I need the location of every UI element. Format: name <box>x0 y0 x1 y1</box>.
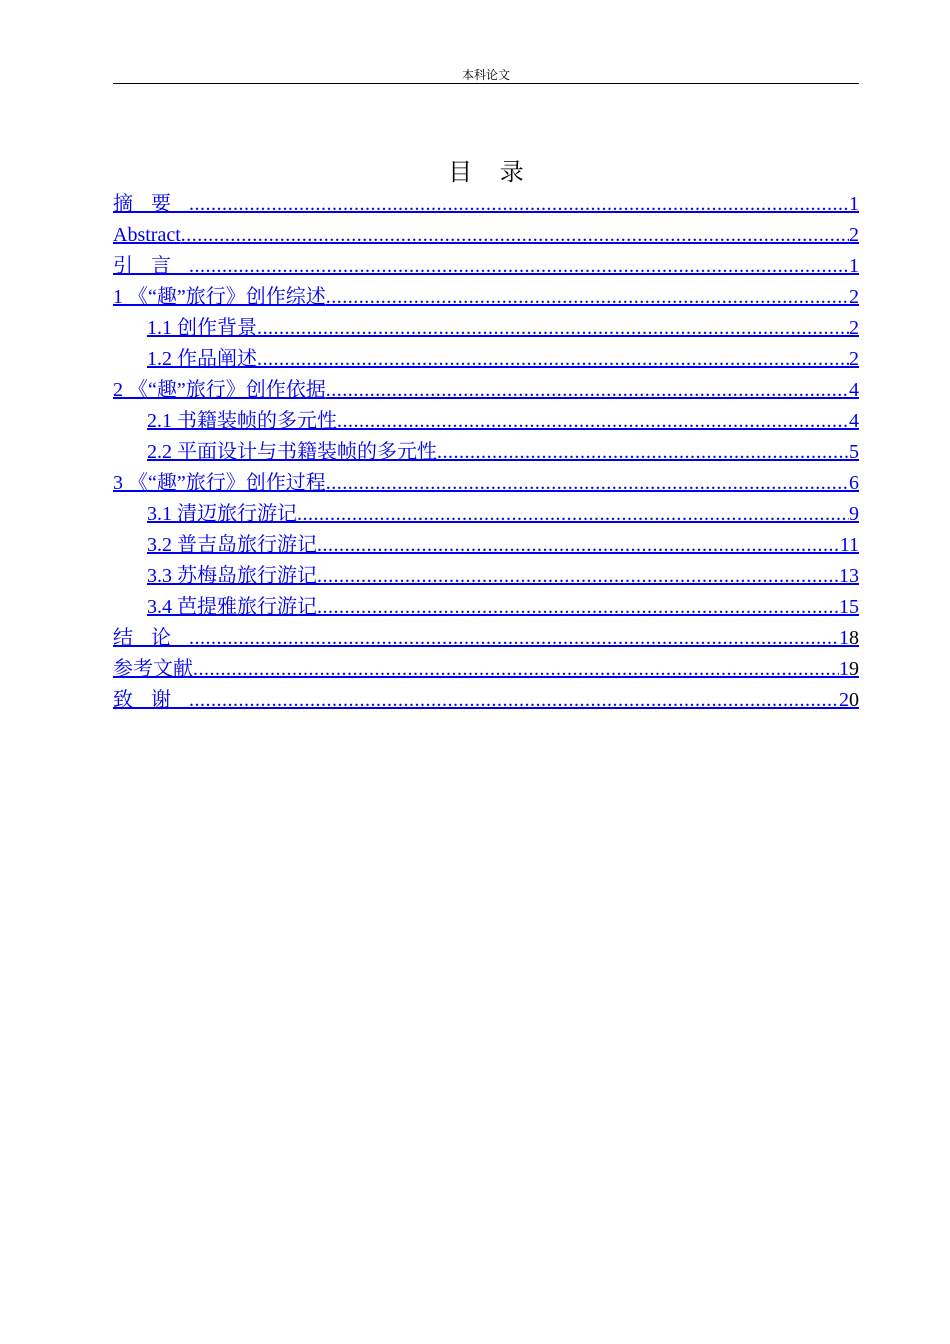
toc-entry-label: Abstract <box>113 224 181 246</box>
toc-page-number[interactable]: 5 <box>849 441 859 463</box>
dot-leader <box>189 685 839 716</box>
toc-title: 目 录 <box>448 158 534 186</box>
toc-entry-label: 摘要 <box>113 193 189 215</box>
toc-page-linked-digit: 1 <box>839 658 849 680</box>
toc-entry-label: 3.4 芭提雅旅行游记 <box>147 596 317 618</box>
dot-leader <box>437 437 849 468</box>
toc-entry-label: 3 《“趣”旅行》创作过程 <box>113 472 326 494</box>
dot-leader <box>297 499 849 530</box>
toc-link[interactable] <box>113 220 849 251</box>
toc-entry-acknowledgements <box>113 685 859 716</box>
toc-page-number[interactable]: 1 <box>849 255 859 277</box>
table-of-contents <box>113 189 859 716</box>
toc-page-number[interactable] <box>839 654 859 685</box>
toc-entry-label: 引言 <box>113 255 189 277</box>
toc-page-number[interactable] <box>839 685 859 716</box>
toc-link[interactable] <box>147 530 840 561</box>
toc-entry-section-1-1 <box>113 313 859 344</box>
toc-page-plain-digit: 9 <box>849 658 859 680</box>
dot-leader <box>181 220 849 251</box>
dot-leader <box>317 530 840 561</box>
toc-page-number[interactable]: 4 <box>849 410 859 432</box>
toc-page-number[interactable]: 1 <box>849 193 859 215</box>
toc-entry-abstract-cn <box>113 189 859 220</box>
toc-page-number[interactable]: 11 <box>839 534 859 556</box>
toc-entry-section-3-2 <box>113 530 859 561</box>
toc-entry-chapter-1 <box>113 282 859 313</box>
toc-page-number[interactable] <box>839 623 859 654</box>
toc-entry-label: 1 《“趣”旅行》创作综述 <box>113 286 326 308</box>
toc-page-number[interactable]: 6 <box>849 472 859 494</box>
toc-entry-section-2-2 <box>113 437 859 468</box>
dot-leader <box>326 468 849 499</box>
dot-leader <box>189 623 839 654</box>
toc-entry-section-3-3 <box>113 561 859 592</box>
dot-leader <box>257 344 849 375</box>
toc-link[interactable] <box>147 592 839 623</box>
page-header: 本科论文 <box>461 68 510 82</box>
dot-leader <box>326 282 849 313</box>
toc-page-number[interactable]: 2 <box>849 286 859 308</box>
toc-link[interactable] <box>147 313 849 344</box>
toc-entry-label: 参考文献 <box>113 658 193 680</box>
toc-entry-introduction <box>113 251 859 282</box>
toc-link[interactable] <box>147 437 849 468</box>
toc-link[interactable] <box>147 561 839 592</box>
toc-entry-section-1-2 <box>113 344 859 375</box>
toc-page-plain-digit: 8 <box>849 627 859 649</box>
toc-entry-section-2-1 <box>113 406 859 437</box>
toc-link[interactable] <box>147 499 849 530</box>
toc-page-number[interactable]: 2 <box>849 348 859 370</box>
toc-entry-label: 致谢 <box>113 689 189 711</box>
toc-link[interactable] <box>113 251 849 282</box>
toc-entry-chapter-2 <box>113 375 859 406</box>
toc-page-number[interactable]: 15 <box>839 596 859 618</box>
toc-entry-label: 3.2 普吉岛旅行游记 <box>147 534 317 556</box>
toc-entry-section-3-1 <box>113 499 859 530</box>
toc-link[interactable] <box>147 344 849 375</box>
dot-leader <box>189 189 849 220</box>
toc-link[interactable] <box>113 189 849 220</box>
toc-page-number[interactable]: 9 <box>849 503 859 525</box>
toc-entry-section-3-4 <box>113 592 859 623</box>
toc-page-number[interactable]: 13 <box>839 565 859 587</box>
toc-entry-abstract-en <box>113 220 859 251</box>
toc-entry-references <box>113 654 859 685</box>
toc-entry-label: 2.2 平面设计与书籍装帧的多元性 <box>147 441 437 463</box>
toc-entry-chapter-3 <box>113 468 859 499</box>
toc-page-linked-digit: 2 <box>839 689 849 711</box>
toc-link[interactable] <box>147 406 849 437</box>
toc-entry-label: 3.1 清迈旅行游记 <box>147 503 297 525</box>
toc-entry-label: 2 《“趣”旅行》创作依据 <box>113 379 326 401</box>
toc-link[interactable] <box>113 282 849 313</box>
toc-page-number[interactable]: 2 <box>849 317 859 339</box>
toc-page-number[interactable]: 4 <box>849 379 859 401</box>
dot-leader <box>326 375 849 406</box>
toc-entry-label: 1.2 作品阐述 <box>147 348 257 370</box>
toc-page-plain-digit: 0 <box>849 689 859 711</box>
toc-link[interactable] <box>113 654 839 685</box>
header-rule <box>113 83 859 84</box>
dot-leader <box>193 654 839 685</box>
toc-entry-label: 结论 <box>113 627 189 649</box>
toc-page-linked-digit: 1 <box>839 627 849 649</box>
dot-leader <box>337 406 849 437</box>
toc-link[interactable] <box>113 623 839 654</box>
dot-leader <box>317 592 839 623</box>
toc-entry-label: 2.1 书籍装帧的多元性 <box>147 410 337 432</box>
toc-page-number[interactable]: 2 <box>849 224 859 246</box>
toc-entry-conclusion <box>113 623 859 654</box>
toc-link[interactable] <box>113 375 849 406</box>
toc-link[interactable] <box>113 685 839 716</box>
toc-link[interactable] <box>113 468 849 499</box>
toc-entry-label: 1.1 创作背景 <box>147 317 257 339</box>
toc-entry-label: 3.3 苏梅岛旅行游记 <box>147 565 317 587</box>
dot-leader <box>189 251 849 282</box>
dot-leader <box>257 313 849 344</box>
dot-leader <box>317 561 839 592</box>
